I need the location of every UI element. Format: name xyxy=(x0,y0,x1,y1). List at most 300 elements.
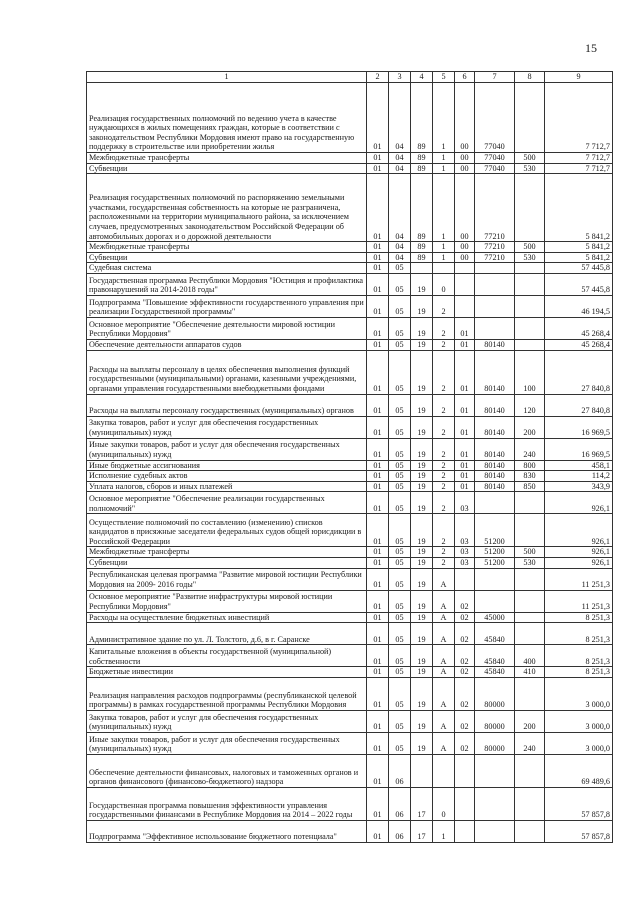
row-sum: 46 194,5 xyxy=(545,295,613,317)
row-code-2: 01 xyxy=(367,252,389,263)
row-code-7 xyxy=(475,317,515,339)
row-name: Судебная система xyxy=(87,263,367,274)
page-number: 15 xyxy=(585,41,597,55)
row-code-7: 51200 xyxy=(475,514,515,547)
row-code-4: 19 xyxy=(411,667,433,678)
row-code-2: 01 xyxy=(367,492,389,514)
row-code-5: 2 xyxy=(433,557,455,568)
table-row xyxy=(87,547,613,558)
row-code-7: 77040 xyxy=(475,153,515,164)
row-code-2: 01 xyxy=(367,645,389,667)
row-code-2: 01 xyxy=(367,460,389,471)
row-code-6: 03 xyxy=(455,547,475,558)
row-code-8: 830 xyxy=(515,471,545,482)
row-code-8: 400 xyxy=(515,645,545,667)
row-code-8 xyxy=(515,787,545,820)
row-code-8 xyxy=(515,820,545,842)
row-code-6: 02 xyxy=(455,667,475,678)
row-code-6: 01 xyxy=(455,471,475,482)
row-code-6: 01 xyxy=(455,317,475,339)
row-code-7 xyxy=(475,590,515,612)
row-code-6: 02 xyxy=(455,590,475,612)
row-code-4 xyxy=(411,754,433,787)
row-code-5: 2 xyxy=(433,460,455,471)
row-sum: 8 251,3 xyxy=(545,623,613,645)
row-code-7: 80000 xyxy=(475,710,515,732)
row-code-2: 01 xyxy=(367,273,389,295)
row-code-4: 89 xyxy=(411,83,433,153)
row-code-5: А xyxy=(433,645,455,667)
row-code-4: 19 xyxy=(411,645,433,667)
row-code-8: 850 xyxy=(515,481,545,492)
row-code-2: 01 xyxy=(367,295,389,317)
table-row xyxy=(87,438,613,460)
row-code-2: 01 xyxy=(367,623,389,645)
table-row xyxy=(87,612,613,623)
row-code-4: 19 xyxy=(411,590,433,612)
row-code-4: 89 xyxy=(411,252,433,263)
row-code-7: 80140 xyxy=(475,460,515,471)
row-name: Обеспечение деятельности аппаратов судов xyxy=(87,339,367,350)
table-row xyxy=(87,492,613,514)
row-code-8: 120 xyxy=(515,394,545,416)
row-code-3: 05 xyxy=(389,710,411,732)
row-code-8 xyxy=(515,174,545,242)
row-code-3: 05 xyxy=(389,645,411,667)
row-code-5: 2 xyxy=(433,438,455,460)
row-code-6: 01 xyxy=(455,460,475,471)
row-code-7: 77210 xyxy=(475,174,515,242)
row-code-5 xyxy=(433,263,455,274)
row-code-4: 19 xyxy=(411,460,433,471)
row-name: Основное мероприятие "Обеспечение реализации государственных полномочий" xyxy=(87,492,367,514)
row-sum: 3 000,0 xyxy=(545,732,613,754)
table-row xyxy=(87,460,613,471)
row-code-7: 45840 xyxy=(475,645,515,667)
row-code-8: 530 xyxy=(515,252,545,263)
row-sum: 7 712,7 xyxy=(545,163,613,174)
row-code-5 xyxy=(433,754,455,787)
row-code-2: 01 xyxy=(367,667,389,678)
row-name: Республиканская целевая программа "Развитие мировой юстиции Республики Мордовия на 2009- 2016 годы" xyxy=(87,568,367,590)
table-row xyxy=(87,83,613,153)
row-code-6: 00 xyxy=(455,242,475,253)
row-code-5: 2 xyxy=(433,295,455,317)
row-code-6 xyxy=(455,295,475,317)
header-cell: 5 xyxy=(433,72,455,83)
row-code-7 xyxy=(475,787,515,820)
row-code-4: 19 xyxy=(411,557,433,568)
row-code-8 xyxy=(515,83,545,153)
row-code-6 xyxy=(455,820,475,842)
row-code-7: 80140 xyxy=(475,471,515,482)
row-sum: 7 712,7 xyxy=(545,83,613,153)
table-row xyxy=(87,153,613,164)
row-code-3: 05 xyxy=(389,350,411,394)
row-code-5: 0 xyxy=(433,787,455,820)
row-name: Расходы на осуществление бюджетных инвестиций xyxy=(87,612,367,623)
row-code-7: 80000 xyxy=(475,732,515,754)
table-row xyxy=(87,787,613,820)
row-code-5: А xyxy=(433,623,455,645)
row-code-8: 800 xyxy=(515,460,545,471)
row-sum: 8 251,3 xyxy=(545,612,613,623)
row-code-5: 2 xyxy=(433,471,455,482)
row-code-7 xyxy=(475,754,515,787)
row-code-3: 05 xyxy=(389,339,411,350)
row-code-8: 200 xyxy=(515,710,545,732)
row-code-3: 04 xyxy=(389,252,411,263)
row-code-8 xyxy=(515,677,545,710)
row-code-7: 51200 xyxy=(475,547,515,558)
row-code-4: 19 xyxy=(411,438,433,460)
row-code-2: 01 xyxy=(367,263,389,274)
row-code-4: 19 xyxy=(411,339,433,350)
row-code-8: 530 xyxy=(515,557,545,568)
row-code-2: 01 xyxy=(367,557,389,568)
row-code-3: 06 xyxy=(389,820,411,842)
row-code-8: 530 xyxy=(515,163,545,174)
row-code-7 xyxy=(475,568,515,590)
table-row xyxy=(87,623,613,645)
row-code-2: 01 xyxy=(367,174,389,242)
row-code-4 xyxy=(411,263,433,274)
header-cell: 2 xyxy=(367,72,389,83)
row-code-6: 00 xyxy=(455,252,475,263)
row-code-2: 01 xyxy=(367,677,389,710)
table-row xyxy=(87,590,613,612)
row-code-3: 05 xyxy=(389,590,411,612)
table-row xyxy=(87,317,613,339)
row-code-5: 2 xyxy=(433,317,455,339)
table-row xyxy=(87,732,613,754)
row-code-2: 01 xyxy=(367,163,389,174)
row-name: Субвенции xyxy=(87,163,367,174)
row-name: Субвенции xyxy=(87,557,367,568)
table-row xyxy=(87,557,613,568)
row-sum: 926,1 xyxy=(545,514,613,547)
row-code-5: 0 xyxy=(433,273,455,295)
row-code-3: 04 xyxy=(389,242,411,253)
row-sum: 57 445,8 xyxy=(545,263,613,274)
row-code-4: 89 xyxy=(411,163,433,174)
row-code-3: 05 xyxy=(389,416,411,438)
row-name: Закупка товаров, работ и услуг для обеспечения государственных (муниципальных) нужд xyxy=(87,710,367,732)
row-sum: 114,2 xyxy=(545,471,613,482)
row-sum: 5 841,2 xyxy=(545,242,613,253)
row-code-4: 89 xyxy=(411,242,433,253)
row-code-2: 01 xyxy=(367,317,389,339)
row-sum: 45 268,4 xyxy=(545,339,613,350)
row-code-3: 04 xyxy=(389,83,411,153)
row-code-3: 05 xyxy=(389,460,411,471)
row-code-6 xyxy=(455,787,475,820)
row-code-8 xyxy=(515,492,545,514)
row-name: Государственная программа Республики Мордовия "Юстиция и профилактика правонарушений на 2014-2018 годы" xyxy=(87,273,367,295)
row-code-2: 01 xyxy=(367,547,389,558)
row-code-6: 02 xyxy=(455,645,475,667)
row-code-3: 04 xyxy=(389,153,411,164)
row-code-8: 200 xyxy=(515,416,545,438)
row-name: Иные закупки товаров, работ и услуг для обеспечения государственных (муниципальных) нужд xyxy=(87,732,367,754)
row-code-6: 01 xyxy=(455,394,475,416)
row-code-4: 19 xyxy=(411,471,433,482)
row-sum: 11 251,3 xyxy=(545,590,613,612)
row-code-5: 2 xyxy=(433,350,455,394)
row-code-6: 00 xyxy=(455,174,475,242)
row-code-5: А xyxy=(433,612,455,623)
row-sum: 27 840,8 xyxy=(545,394,613,416)
header-cell: 9 xyxy=(545,72,613,83)
row-code-7: 80140 xyxy=(475,394,515,416)
row-code-6: 00 xyxy=(455,153,475,164)
row-code-5: 1 xyxy=(433,820,455,842)
row-code-5: 1 xyxy=(433,252,455,263)
row-code-3: 05 xyxy=(389,732,411,754)
table-row xyxy=(87,481,613,492)
row-code-3: 05 xyxy=(389,547,411,558)
row-code-5: 1 xyxy=(433,242,455,253)
row-code-6: 03 xyxy=(455,514,475,547)
row-code-7: 51200 xyxy=(475,557,515,568)
row-code-3: 05 xyxy=(389,514,411,547)
row-sum: 926,1 xyxy=(545,557,613,568)
row-name: Капитальные вложения в объекты государственной (муниципальной) собственности xyxy=(87,645,367,667)
row-code-4: 19 xyxy=(411,317,433,339)
row-code-2: 01 xyxy=(367,754,389,787)
row-code-8 xyxy=(515,317,545,339)
row-code-2: 01 xyxy=(367,394,389,416)
row-code-3: 05 xyxy=(389,612,411,623)
row-code-2: 01 xyxy=(367,710,389,732)
row-code-2: 01 xyxy=(367,83,389,153)
row-code-8: 500 xyxy=(515,153,545,164)
row-name: Межбюджетные трансферты xyxy=(87,242,367,253)
row-code-7: 77040 xyxy=(475,83,515,153)
row-sum: 8 251,3 xyxy=(545,645,613,667)
row-sum: 3 000,0 xyxy=(545,710,613,732)
row-code-2: 01 xyxy=(367,416,389,438)
row-code-6: 03 xyxy=(455,557,475,568)
row-code-6: 01 xyxy=(455,339,475,350)
row-sum: 57 857,8 xyxy=(545,787,613,820)
budget-table xyxy=(86,71,613,843)
row-code-2: 01 xyxy=(367,820,389,842)
row-code-3: 06 xyxy=(389,754,411,787)
table-row xyxy=(87,416,613,438)
row-code-4: 19 xyxy=(411,481,433,492)
row-sum: 8 251,3 xyxy=(545,667,613,678)
row-code-2: 01 xyxy=(367,242,389,253)
row-code-5: А xyxy=(433,590,455,612)
table-row xyxy=(87,242,613,253)
row-code-7: 80140 xyxy=(475,416,515,438)
row-code-2: 01 xyxy=(367,732,389,754)
row-code-7: 77040 xyxy=(475,163,515,174)
row-code-8 xyxy=(515,273,545,295)
row-code-7: 80000 xyxy=(475,677,515,710)
row-code-4: 19 xyxy=(411,350,433,394)
row-code-6: 01 xyxy=(455,438,475,460)
table-row xyxy=(87,820,613,842)
row-code-4: 19 xyxy=(411,710,433,732)
row-sum: 458,1 xyxy=(545,460,613,471)
row-code-7: 77210 xyxy=(475,242,515,253)
row-code-2: 01 xyxy=(367,350,389,394)
row-code-7 xyxy=(475,263,515,274)
row-code-5: 2 xyxy=(433,492,455,514)
row-code-2: 01 xyxy=(367,471,389,482)
row-code-8: 100 xyxy=(515,350,545,394)
row-code-6: 02 xyxy=(455,612,475,623)
row-code-6 xyxy=(455,273,475,295)
row-code-5: 2 xyxy=(433,416,455,438)
row-code-5: 2 xyxy=(433,514,455,547)
row-code-8 xyxy=(515,623,545,645)
row-code-5: 1 xyxy=(433,153,455,164)
row-code-8 xyxy=(515,514,545,547)
row-code-3: 04 xyxy=(389,163,411,174)
row-name: Обеспечение деятельности финансовых, налоговых и таможенных органов и органов финансового (финансово-бюджетного) надзора xyxy=(87,754,367,787)
row-code-7: 80140 xyxy=(475,350,515,394)
row-code-7: 80140 xyxy=(475,339,515,350)
table-row xyxy=(87,295,613,317)
row-sum: 5 841,2 xyxy=(545,252,613,263)
table-row xyxy=(87,710,613,732)
row-code-8: 500 xyxy=(515,547,545,558)
row-code-3: 05 xyxy=(389,394,411,416)
row-code-4: 89 xyxy=(411,153,433,164)
row-code-6: 02 xyxy=(455,710,475,732)
row-code-8: 240 xyxy=(515,732,545,754)
row-code-8 xyxy=(515,263,545,274)
table-header-row xyxy=(87,72,613,83)
row-name: Государственная программа повышения эффективности управления государственными финансами в Республике Мордовия на 2014 – 2022 годы xyxy=(87,787,367,820)
row-code-6: 01 xyxy=(455,350,475,394)
row-code-5: 1 xyxy=(433,163,455,174)
row-code-6: 03 xyxy=(455,492,475,514)
row-code-7: 80140 xyxy=(475,481,515,492)
header-cell: 7 xyxy=(475,72,515,83)
row-code-3: 05 xyxy=(389,623,411,645)
row-code-3: 05 xyxy=(389,471,411,482)
row-code-4: 19 xyxy=(411,623,433,645)
row-code-4: 19 xyxy=(411,677,433,710)
row-code-3: 05 xyxy=(389,568,411,590)
table-row xyxy=(87,394,613,416)
table-row xyxy=(87,471,613,482)
row-name: Иные закупки товаров, работ и услуг для обеспечения государственных (муниципальных) нужд xyxy=(87,438,367,460)
row-code-2: 01 xyxy=(367,481,389,492)
row-name: Осуществление полномочий по составлению (изменению) списков кандидатов в присяжные заседатели федеральных судов общей юрисдикции в Российской Федерации xyxy=(87,514,367,547)
row-code-4: 89 xyxy=(411,174,433,242)
row-code-4: 19 xyxy=(411,568,433,590)
row-code-4: 19 xyxy=(411,394,433,416)
row-name: Реализация государственных полномочий по распоряжению земельными участками, государственная собственность на которые не разграничена, расположенными на территории муниципального района, за исключением случаев, предусмотренных законодательством Российской Федерации об автомобильных дорогах и о дорожной деятельности xyxy=(87,174,367,242)
table-row xyxy=(87,514,613,547)
row-code-3: 05 xyxy=(389,273,411,295)
table-body xyxy=(87,83,613,843)
row-sum: 69 489,6 xyxy=(545,754,613,787)
row-code-8: 500 xyxy=(515,242,545,253)
row-code-4: 19 xyxy=(411,273,433,295)
row-code-6 xyxy=(455,568,475,590)
row-name: Основное мероприятие "Развитие инфраструктуры мировой юстиции Республики Мордовия" xyxy=(87,590,367,612)
table-row xyxy=(87,263,613,274)
row-code-3: 05 xyxy=(389,295,411,317)
row-code-7 xyxy=(475,820,515,842)
row-name: Подпрограмма "Повышение эффективности государственного управления при реализации Государственной программы" xyxy=(87,295,367,317)
row-code-3: 05 xyxy=(389,263,411,274)
row-code-5: 1 xyxy=(433,174,455,242)
row-code-4: 19 xyxy=(411,612,433,623)
table-row xyxy=(87,677,613,710)
row-sum: 16 969,5 xyxy=(545,438,613,460)
row-code-5: А xyxy=(433,568,455,590)
table-row xyxy=(87,754,613,787)
row-sum: 926,1 xyxy=(545,547,613,558)
header-cell: 1 xyxy=(87,72,367,83)
row-code-3: 05 xyxy=(389,481,411,492)
table-row xyxy=(87,339,613,350)
row-code-4: 19 xyxy=(411,295,433,317)
row-code-6: 00 xyxy=(455,163,475,174)
row-code-7: 45840 xyxy=(475,623,515,645)
row-name: Межбюджетные трансферты xyxy=(87,547,367,558)
row-code-4: 17 xyxy=(411,820,433,842)
row-code-7 xyxy=(475,492,515,514)
table-row xyxy=(87,163,613,174)
row-code-5: 2 xyxy=(433,481,455,492)
row-code-5: 2 xyxy=(433,394,455,416)
row-code-8 xyxy=(515,339,545,350)
table-row xyxy=(87,645,613,667)
row-name: Административное здание по ул. Л. Толстого, д.6, в г. Саранске xyxy=(87,623,367,645)
table-row xyxy=(87,174,613,242)
row-code-2: 01 xyxy=(367,612,389,623)
row-code-6: 02 xyxy=(455,732,475,754)
table-row xyxy=(87,273,613,295)
row-code-8 xyxy=(515,295,545,317)
row-code-3: 04 xyxy=(389,174,411,242)
row-code-2: 01 xyxy=(367,153,389,164)
row-code-5: 1 xyxy=(433,83,455,153)
row-name: Расходы на выплаты персоналу государственных (муниципальных) органов xyxy=(87,394,367,416)
row-code-4: 19 xyxy=(411,547,433,558)
table-row xyxy=(87,667,613,678)
row-sum: 45 268,4 xyxy=(545,317,613,339)
row-code-4: 19 xyxy=(411,416,433,438)
row-name: Субвенции xyxy=(87,252,367,263)
row-code-6: 02 xyxy=(455,677,475,710)
row-name: Основное мероприятие "Обеспечение деятельности мировой юстиции Республики Мордовия" xyxy=(87,317,367,339)
header-cell: 6 xyxy=(455,72,475,83)
row-code-6: 02 xyxy=(455,623,475,645)
row-code-8: 240 xyxy=(515,438,545,460)
row-code-4: 19 xyxy=(411,492,433,514)
row-code-6: 01 xyxy=(455,416,475,438)
row-code-2: 01 xyxy=(367,514,389,547)
row-code-2: 01 xyxy=(367,568,389,590)
table-row xyxy=(87,350,613,394)
row-code-4: 19 xyxy=(411,732,433,754)
row-sum: 57 857,8 xyxy=(545,820,613,842)
row-code-5: А xyxy=(433,677,455,710)
table-row xyxy=(87,568,613,590)
row-code-7: 45840 xyxy=(475,667,515,678)
row-code-3: 06 xyxy=(389,787,411,820)
row-code-2: 01 xyxy=(367,590,389,612)
